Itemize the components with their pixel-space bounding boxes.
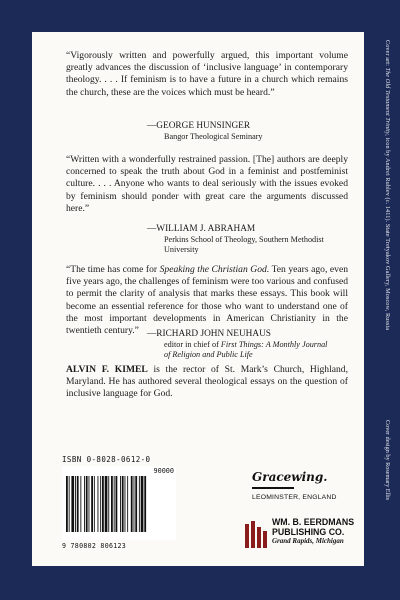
barcode-bar — [66, 476, 68, 532]
barcode-bar — [122, 476, 124, 532]
barcode-bar — [94, 476, 95, 532]
cover-design-credit: Cover design by Rosemary Ellis — [384, 420, 391, 501]
barcode-bar — [127, 476, 128, 532]
cover-art-credit — [384, 40, 391, 330]
barcode-bar — [69, 476, 70, 532]
barcode-bar — [86, 476, 88, 532]
barcode-bar — [125, 476, 126, 532]
barcode-bar — [108, 476, 109, 532]
barcode-block — [62, 455, 176, 550]
attribution-name: —GEORGE HUNSINGER — [147, 121, 251, 131]
quote-text: Ten years ago, even five years ago, the challenges of feminism were too various and confused to permit the clarity of analysis that marks these essays. This book will become an essential reference for those who want to understand one of the most important developments in American Christianity in the twentieth century.” — [66, 264, 348, 337]
author-bio — [66, 364, 348, 401]
back-cover-panel — [32, 32, 364, 566]
credit-text: Cover art: — [384, 40, 391, 68]
eerdmans-imprint — [272, 518, 354, 547]
eerdmans-place: Grand Rapids, Michigan — [272, 537, 344, 545]
attribution-neuhaus — [147, 328, 334, 360]
barcode-bar — [75, 476, 76, 532]
isbn-label: ISBN 0-8028-0612-0 — [62, 455, 151, 464]
quote-text: “The time has come for — [66, 264, 160, 275]
barcode — [62, 466, 176, 550]
journal-title: First Things: A Monthly Journal of Religion and Public Life — [164, 340, 328, 359]
affiliation-text: editor in chief of — [164, 340, 221, 349]
barcode-bar — [77, 476, 79, 532]
author-name: ALVIN F. KIMEL — [66, 364, 148, 375]
attribution-hunsinger — [147, 120, 263, 142]
gracewing-logo: Gracewing. — [252, 470, 328, 484]
barcode-bar — [102, 476, 104, 532]
quote-hunsinger: “Vigorously written and powerfully argued, this important volume greatly advances the discussion of ‘inclusive language’ in contemporary theology. . . . If feminism is to have a future in a church which remains the church, these are the voices which must be heard.” — [66, 50, 348, 98]
bio-text: is the rector of St. Mark’s Church, Highland, Maryland. He has authored several theological essays on the question of inclusive language for God. — [66, 364, 348, 400]
barcode-bar — [98, 476, 99, 532]
barcode-bar — [135, 476, 137, 532]
attribution-affiliation: Bangor Theological Seminary — [164, 132, 263, 141]
ean-number: 9 780802 806123 — [62, 542, 127, 550]
attribution-affiliation: Perkins School of Theology, Southern Methodist University — [164, 235, 324, 254]
barcode-bar — [141, 476, 144, 532]
attribution-name: —WILLIAM J. ABRAHAM — [147, 224, 256, 234]
eerdmans-logo-icon — [244, 520, 268, 548]
barcode-bar — [144, 476, 146, 532]
barcode-bar — [84, 476, 85, 532]
barcode-bar — [89, 476, 90, 532]
barcode-bar — [131, 476, 133, 532]
credit-text: icon by Andrei Rublev (c. 1411). State Tretyakov Gallery, Moscow, Russia — [384, 135, 391, 331]
barcode-bar — [134, 476, 135, 532]
barcode-bar — [80, 476, 81, 532]
barcode-bar — [111, 476, 113, 532]
gracewing-rule — [252, 487, 294, 489]
barcode-bar — [91, 476, 93, 532]
barcode-bar — [139, 476, 140, 532]
gracewing-place: LEOMINSTER, ENGLAND — [252, 494, 337, 501]
barcode-bar — [100, 476, 101, 532]
attribution-affiliation — [147, 340, 334, 360]
attribution-abraham — [147, 223, 334, 255]
quote-neuhaus — [66, 264, 348, 337]
barcode-bar — [71, 476, 74, 532]
barcode-bar — [116, 476, 118, 532]
eerdmans-company: PUBLISHING CO. — [272, 526, 345, 537]
eerdmans-name: WM. B. EERDMANS — [272, 517, 355, 527]
barcode-bar — [114, 476, 115, 532]
attribution-name: —RICHARD JOHN NEUHAUS — [147, 329, 271, 339]
barcode-bars — [62, 466, 176, 536]
barcode-bar — [120, 476, 121, 532]
barcode-bar — [105, 476, 108, 532]
quote-abraham: “Written with a wonderfully restrained passion. [The] authors are deeply concerned to speak the truth about God in a feminist and postfeminist culture. . . . Anyone who wants to deal seriously with the issues evoked by feminism should ponder with great care the arguments discussed here.” — [66, 154, 348, 214]
book-title: Speaking the Christian God. — [159, 264, 270, 275]
artwork-title: The Old Testament Trinity, — [384, 67, 391, 136]
price-code: 90000 — [153, 467, 174, 475]
